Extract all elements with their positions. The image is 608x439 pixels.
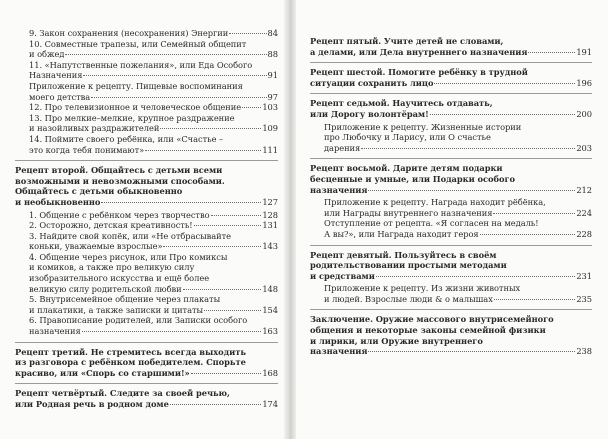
toc-entry-row — [29, 241, 278, 252]
page-number: 200 — [576, 108, 592, 119]
toc-entry-text: а делами, или Дела внутреннего назначения — [310, 46, 528, 57]
toc-entry-text: это когда тебя понимают» — [29, 144, 145, 155]
left-page — [0, 0, 284, 439]
toc-entry-row — [29, 210, 278, 221]
toc-entry[interactable] — [15, 81, 278, 102]
toc-entry[interactable] — [310, 250, 592, 282]
toc-entry-text: 5. Внутрисемейное общение через плакаты — [29, 294, 221, 305]
dot-leader — [494, 299, 575, 300]
toc-entry[interactable] — [15, 28, 278, 39]
toc-entry-text: 11. «Напутственные пожелания», или Еда Особого — [29, 59, 253, 70]
toc-entry-text: и людей. Взрослые люди & о малышах — [324, 293, 493, 304]
page-number: 143 — [262, 241, 278, 252]
dot-leader — [183, 289, 262, 290]
toc-entry-text: бесценные и умные, или Подарки особого — [310, 173, 515, 184]
toc-entry-row — [310, 78, 592, 89]
toc-entry[interactable] — [310, 163, 592, 195]
toc-entry-text: 13. Про мелкие–мелкие, крупное раздражение — [29, 112, 235, 123]
page-number: 196 — [576, 77, 592, 88]
toc-entry[interactable] — [15, 231, 278, 252]
toc-entry-text: и плакатики, а также записки и цитаты — [29, 304, 204, 315]
toc-entry-text: 4. Общение через рисунок, или Про комиксы — [29, 251, 228, 262]
toc-entry-text: и средствами — [310, 270, 375, 281]
toc-entry[interactable] — [15, 347, 278, 379]
page-number: 91 — [267, 70, 278, 81]
toc-entry-row — [29, 220, 278, 231]
page-number: 203 — [576, 142, 592, 153]
toc-entry-text: Рецепт шестой. Помогите ребёнку в трудной — [310, 67, 528, 78]
toc-entry-text: Рецепт седьмой. Научитесь отдавать, — [310, 98, 493, 109]
toc-entry-text: ситуации сохранить лицо — [310, 77, 434, 88]
toc-entry-text: 12. Про телевизионное и человеческое общение — [29, 102, 242, 113]
right-toc — [310, 36, 592, 357]
toc-entry-text: назначения — [310, 346, 368, 357]
toc-entry[interactable] — [15, 102, 278, 113]
toc-entry-text: 1. Общение с ребёнком через творчество — [29, 209, 210, 220]
page-number: 127 — [262, 196, 278, 207]
dot-leader — [528, 52, 575, 53]
toc-entry-row — [29, 70, 278, 81]
page-number: 212 — [576, 184, 592, 195]
toc-entry-text: Приложение к рецепту. Из жизни животных — [324, 283, 521, 294]
toc-entry-row — [324, 143, 592, 154]
page-number: 228 — [576, 228, 592, 239]
page-number: 235 — [576, 293, 592, 304]
toc-entry[interactable] — [310, 218, 592, 239]
toc-entry-text: и назойливых раздражителей — [29, 123, 160, 134]
toc-entry-text: Рецепт восьмой. Дарите детям подарки — [310, 163, 503, 174]
page-number: 111 — [262, 144, 278, 155]
page-number: 148 — [262, 283, 278, 294]
page-number: 97 — [267, 91, 278, 102]
toc-entry-text: Назначения — [29, 70, 83, 81]
toc-entry-text: коньки, уважаемые взрослые» — [29, 241, 163, 252]
toc-entry-row — [29, 28, 278, 39]
dot-leader — [430, 114, 576, 115]
page-number: 88 — [267, 49, 278, 60]
dot-leader — [229, 33, 266, 34]
dot-leader — [91, 97, 266, 98]
toc-entry-text: из разговора с ребёнком победителем. Спорьте — [15, 357, 246, 368]
dot-leader — [160, 128, 261, 129]
page-number: 168 — [262, 367, 278, 378]
toc-entry[interactable] — [310, 314, 592, 356]
toc-entry[interactable] — [15, 388, 278, 409]
toc-entry-text: и лирики, или Оружие внутреннего — [310, 335, 483, 346]
dot-leader — [145, 150, 261, 151]
toc-entry[interactable] — [15, 113, 278, 134]
toc-entry[interactable] — [310, 122, 592, 154]
toc-entry-row — [15, 197, 278, 208]
right-page — [296, 0, 608, 439]
toc-entry-text: дарения — [324, 142, 361, 153]
toc-entry-row — [29, 305, 278, 316]
toc-entry-row — [15, 368, 278, 379]
toc-entry[interactable] — [15, 220, 278, 231]
book-gutter — [284, 0, 296, 439]
toc-entry-row — [29, 92, 278, 103]
toc-entry-text: красиво, или «Спорь со старшими!» — [15, 367, 190, 378]
page-number: 154 — [262, 304, 278, 315]
toc-entry-text: про Любочку и Ларису, или О счастье — [324, 132, 491, 143]
toc-entry-text: Приложение к рецепту. Награда находит рёбёнка, — [324, 197, 546, 208]
toc-entry-text: 6. Правописание родителей, или Записки особого — [29, 315, 248, 326]
toc-entry-text: Общайтесь с детьми обыкновенно — [15, 186, 183, 197]
toc-entry[interactable] — [310, 67, 592, 88]
toc-entry-text: или Дорогу волонтёрам! — [310, 108, 429, 119]
toc-entry[interactable] — [15, 210, 278, 221]
page-number: 131 — [262, 220, 278, 231]
toc-entry-text: Рецепт второй. Общайтесь с детьми всеми — [15, 165, 223, 176]
toc-entry[interactable] — [310, 197, 592, 218]
toc-entry-text: Рецепт третий. Не стремитесь всегда выходить — [15, 346, 246, 357]
dot-leader — [361, 148, 575, 149]
toc-entry-text: 3. Найдите свой копёк, или «Не отбрасывайте — [29, 230, 232, 241]
toc-entry-row — [310, 47, 592, 58]
toc-entry-row — [310, 346, 592, 357]
dot-leader — [242, 107, 261, 108]
toc-entry-row — [29, 284, 278, 295]
toc-entry-text: 9. Закон сохранения (несохранения) Энергии — [29, 28, 229, 38]
toc-entry[interactable] — [310, 283, 592, 304]
toc-entry-text: Приложение к рецепту. Жизненные истории — [324, 121, 522, 132]
toc-entry-text: 14. Поймите своего ребёнка, или «Счастье – — [29, 133, 224, 144]
page-number: 163 — [262, 326, 278, 337]
dot-leader — [101, 202, 261, 203]
section-divider — [310, 245, 592, 246]
dot-leader — [83, 75, 266, 76]
page-number: 238 — [576, 346, 592, 357]
page-number: 224 — [576, 207, 592, 218]
toc-entry-text: Отступление от рецепта. «Я согласен на медаль! — [324, 218, 539, 229]
toc-entry-text: Рецепт четвёртый. Следите за своей речью, — [15, 388, 230, 399]
page-number: 84 — [267, 28, 278, 38]
section-divider — [15, 383, 278, 384]
left-toc — [15, 28, 278, 410]
dot-leader — [376, 276, 576, 277]
toc-entry-text: или Награды внутреннего назначения — [324, 207, 493, 218]
dot-leader — [194, 225, 262, 226]
section-divider — [310, 62, 592, 63]
page-number: 191 — [576, 46, 592, 57]
toc-entry-text: А вы?», или Награда находит героя — [324, 228, 479, 239]
toc-entry-text: Приложение к рецепту. Пищевые воспоминания — [29, 80, 243, 91]
dot-leader — [368, 190, 575, 191]
dot-leader — [434, 83, 575, 84]
dot-leader — [368, 351, 575, 352]
toc-entry-row — [310, 109, 592, 120]
toc-entry-text: или Родная речь в родном доме — [15, 399, 169, 409]
toc-entry-row — [29, 326, 278, 337]
toc-entry[interactable] — [15, 39, 278, 60]
toc-entry-row — [310, 185, 592, 196]
toc-entry-text: назначения — [29, 326, 81, 337]
toc-entry[interactable] — [310, 36, 592, 57]
toc-entry-text: Рецепт пятый. Учите детей не словами, — [310, 36, 504, 46]
page-number: 231 — [576, 270, 592, 281]
toc-entry-text: Заключение. Оружие массового внутрисемейного — [310, 314, 554, 325]
toc-entry-row — [29, 49, 278, 60]
toc-entry-row — [29, 123, 278, 134]
toc-entry-row — [324, 229, 592, 240]
section-divider — [310, 158, 592, 159]
dot-leader — [170, 404, 262, 405]
page-number: 128 — [262, 209, 278, 220]
section-divider — [310, 93, 592, 94]
toc-entry-text: назначения — [310, 184, 368, 195]
toc-entry[interactable] — [15, 294, 278, 315]
toc-entry-text: 10. Совместные трапезы, или Семейный общепит — [29, 38, 247, 49]
toc-entry-row — [324, 294, 592, 305]
page-number: 174 — [262, 399, 278, 409]
toc-entry[interactable] — [15, 60, 278, 81]
dot-leader — [204, 310, 261, 311]
toc-entry-text: и комиков, а также про великую силу — [29, 262, 195, 273]
toc-entry-text: 2. Осторожно, детская креативность! — [29, 220, 193, 231]
toc-entry-row — [310, 271, 592, 282]
toc-entry[interactable] — [15, 165, 278, 207]
toc-entry-text: возможными и невозможными способами. — [15, 175, 225, 186]
page-number: 109 — [262, 123, 278, 134]
toc-entry-text: изобразительного искусства и ещё более — [29, 273, 210, 284]
dot-leader — [163, 246, 261, 247]
toc-entry-text: родительствовании простыми методами — [310, 260, 507, 271]
toc-entry-row — [15, 399, 278, 410]
toc-entry-text: великую силу родительской любви — [29, 283, 182, 294]
section-divider — [15, 342, 278, 343]
toc-entry[interactable] — [15, 134, 278, 155]
toc-entry-row — [324, 208, 592, 219]
toc-entry[interactable] — [15, 252, 278, 294]
page-number: 103 — [262, 102, 278, 113]
toc-entry[interactable] — [15, 315, 278, 336]
toc-entry-row — [29, 145, 278, 156]
toc-entry-row — [29, 102, 278, 113]
section-divider — [15, 160, 278, 161]
dot-leader — [480, 234, 576, 235]
dot-leader — [191, 373, 262, 374]
toc-entry-text: и обжед — [29, 49, 65, 60]
toc-entry-text: Рецепт девятый. Пользуйтесь в своём — [310, 249, 497, 260]
section-divider — [310, 309, 592, 310]
toc-entry-text: и необыкновенно — [15, 196, 101, 207]
dot-leader — [65, 54, 266, 55]
toc-entry[interactable] — [310, 98, 592, 119]
dot-leader — [493, 213, 575, 214]
dot-leader — [211, 215, 262, 216]
toc-entry-text: общения и некоторые законы семейной физики — [310, 325, 546, 336]
dot-leader — [82, 331, 262, 332]
toc-entry-text: моего детства — [29, 91, 91, 102]
